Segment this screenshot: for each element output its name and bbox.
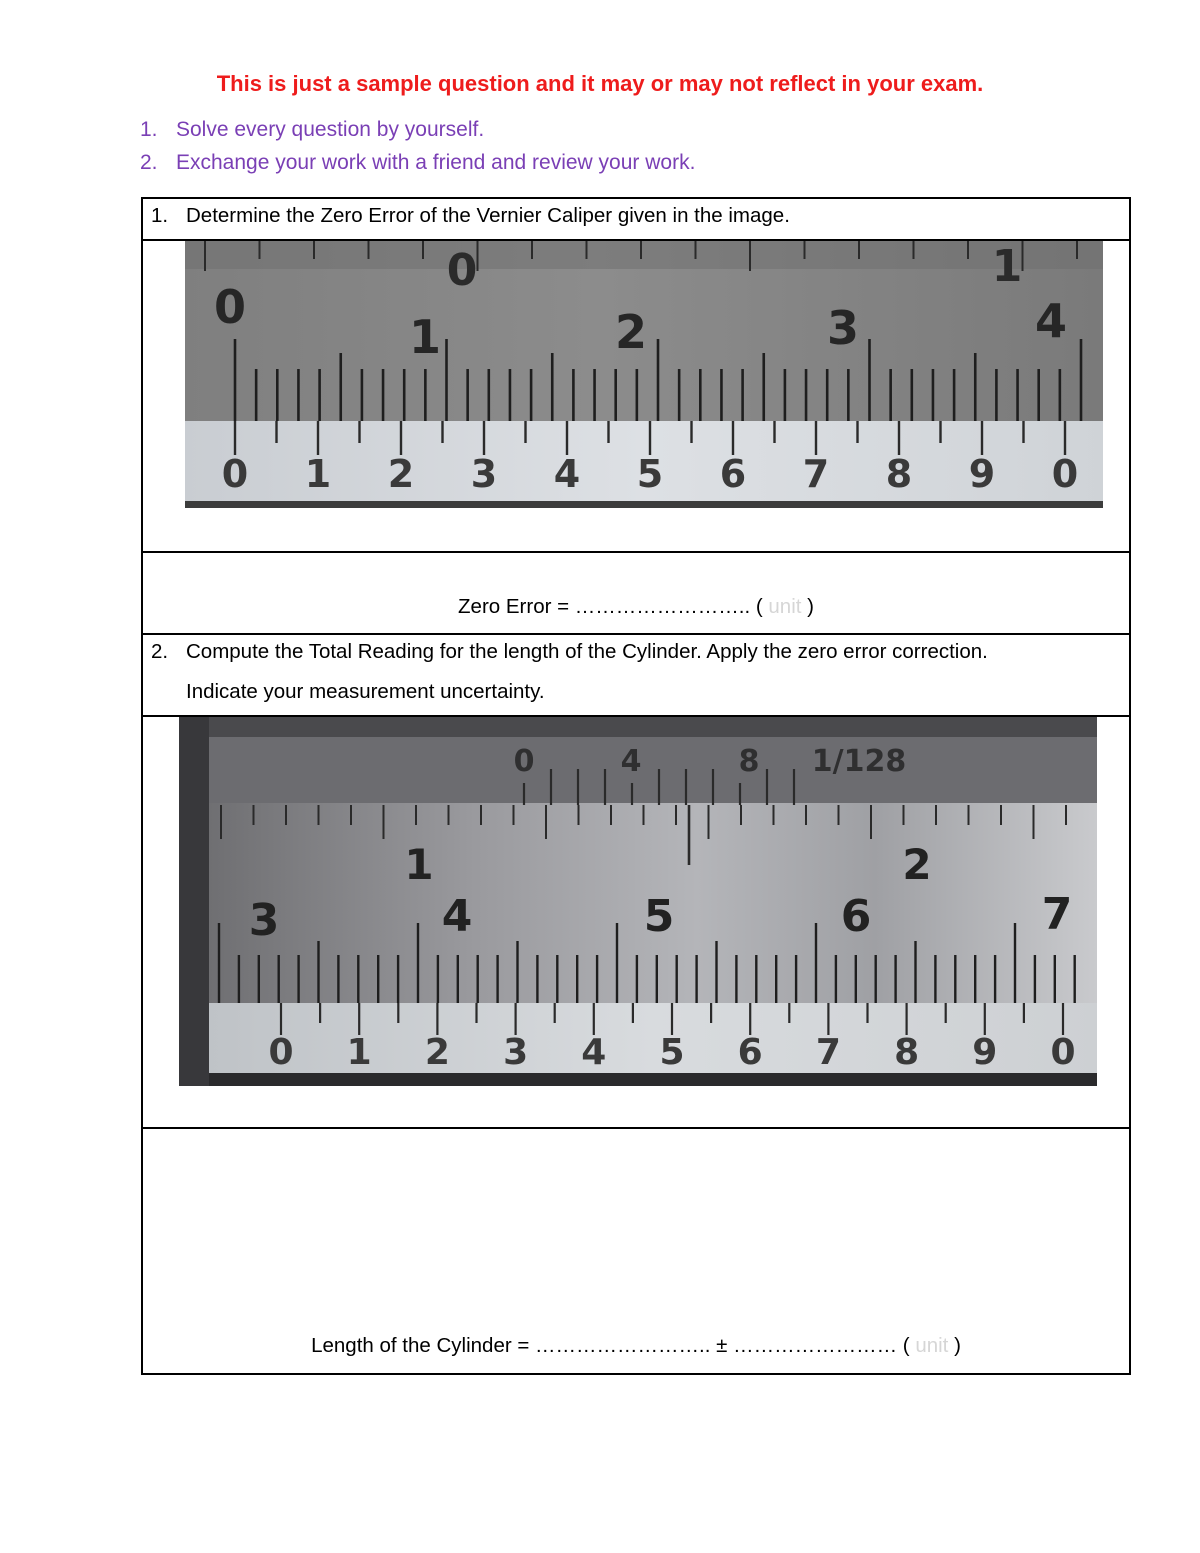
vernier-scale-label: 1 <box>346 1032 372 1073</box>
vernier-scale-label: 7 <box>815 1032 841 1073</box>
question-2-row <box>143 635 1129 717</box>
main-scale-label: 5 <box>643 891 675 942</box>
inch-scale-label: 4 <box>620 744 642 779</box>
question-1-answer-row <box>143 553 1129 635</box>
vernier-scale-label: 0 <box>268 1032 294 1073</box>
inch-scale-label: 8 <box>738 744 760 779</box>
vernier-caliper-image-1 <box>185 241 1103 508</box>
sample-notice: This is just a sample question and it may or may not reflect in your exam. <box>216 71 984 96</box>
inch-scale-label: 0 <box>513 744 535 779</box>
main-scale-label: 1 <box>408 310 442 364</box>
vernier-scale-label: 2 <box>424 1032 450 1073</box>
main-scale-label: 0 <box>213 280 247 334</box>
vernier-scale-label: 0 <box>1050 1032 1076 1073</box>
vernier-scale-label: 0 <box>1051 452 1079 496</box>
main-scale-label: 4 <box>1034 294 1068 348</box>
vernier-scale-label: 0 <box>221 452 249 496</box>
vernier-scale-label: 6 <box>719 452 747 496</box>
main-scale-label: 6 <box>840 891 872 942</box>
question-1-image-row <box>143 241 1129 553</box>
unit-placeholder[interactable]: unit <box>762 595 808 618</box>
vernier-scale-label: 4 <box>553 452 581 496</box>
top-scale-label: 0 <box>446 245 478 296</box>
vernier-scale-label: 8 <box>885 452 913 496</box>
main-scale-label: 3 <box>826 301 860 355</box>
vernier-scale-label: 7 <box>802 452 830 496</box>
vernier-scale-label: 2 <box>387 452 415 496</box>
vernier-caliper-image-2 <box>179 717 1097 1086</box>
inch-scale-label: 1/128 <box>811 744 907 779</box>
main-scale-label: 7 <box>1041 889 1073 940</box>
top-scale-label: 1 <box>991 241 1023 292</box>
vernier-scale-label: 1 <box>304 452 332 496</box>
zero-error-answer-line: Zero Error = …………………….. ( unit ) <box>458 595 814 618</box>
cylinder-length-answer-line: Length of the Cylinder = …………………….. ± …………………… ( unit ) <box>311 1334 961 1357</box>
main-scale-label: 2 <box>614 305 648 359</box>
instruction-item: 1. Solve every question by yourself. <box>140 118 485 141</box>
main-scale-label: 4 <box>441 891 473 942</box>
instructions-list <box>140 115 695 181</box>
question-2-image-row <box>143 717 1129 1129</box>
vernier-scale-label: 5 <box>636 452 664 496</box>
unit-placeholder[interactable]: unit <box>909 1334 955 1357</box>
question-table <box>141 197 1131 1375</box>
instruction-item: 2. Exchange your work with a friend and review your work. <box>140 151 696 174</box>
main-scale-label: 3 <box>248 895 280 946</box>
vernier-scale-label: 3 <box>470 452 498 496</box>
vernier-scale-label: 9 <box>968 452 996 496</box>
top-scale-label: 2 <box>902 840 932 889</box>
vernier-scale-label: 6 <box>737 1032 763 1073</box>
question-2-text: 2. Compute the Total Reading for the length of the Cylinder. Apply the zero error correction. Indicate your measurement uncertainty. <box>151 640 988 703</box>
question-1-text: 1. Determine the Zero Error of the Vernier Caliper given in the image. <box>151 204 790 227</box>
vernier-scale-label: 4 <box>581 1032 607 1073</box>
vernier-scale-label: 9 <box>972 1032 998 1073</box>
top-scale-label: 1 <box>404 840 434 889</box>
question-2-answer-row <box>143 1129 1129 1373</box>
vernier-scale-label: 5 <box>659 1032 685 1073</box>
vernier-scale-label: 3 <box>503 1032 529 1073</box>
vernier-scale-label: 8 <box>894 1032 920 1073</box>
question-1-row <box>143 199 1129 241</box>
